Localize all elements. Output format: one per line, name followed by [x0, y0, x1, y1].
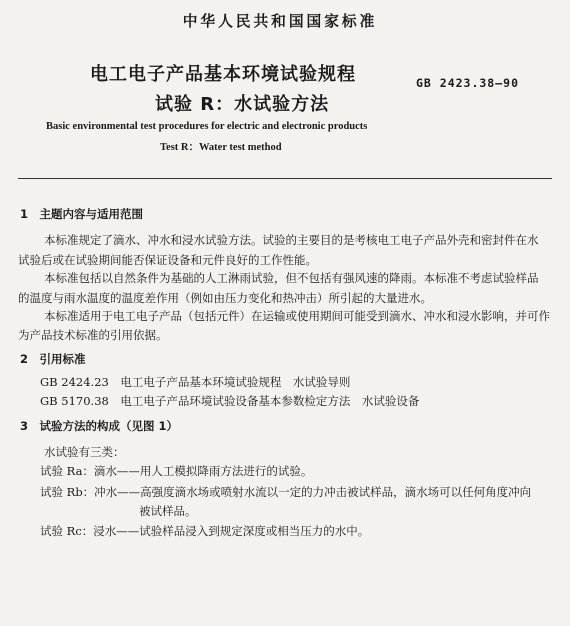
test-ra-definition: 试验 Ra：滴水——用人工模拟降雨方法进行的试验。: [40, 464, 313, 478]
test-rc-definition: 试验 Rc：浸水——试验样品浸入到规定深度或相当压力的水中。: [40, 524, 370, 538]
english-title-line-1: Basic environmental test procedures for electric and electronic products: [46, 121, 368, 132]
standard-number: GB 2423.38—90: [416, 76, 520, 90]
section-1-para-1-line-2: 试验后或在试验期间能否保证设备和元件良好的工作性能。: [18, 253, 317, 267]
national-standard-heading: 中华人民共和国国家标准: [182, 12, 378, 30]
section-1-para-3-line-1: 本标准适用于电工电子产品（包括元件）在运输或使用期间可能受到滴水、冲水和浸水影响，并可作: [44, 309, 550, 323]
english-title-line-2: Test R：Water test method: [160, 142, 282, 153]
section-2-heading: 2 引用标准: [20, 352, 86, 366]
section-1-para-1-line-1: 本标准规定了滴水、冲水和浸水试验方法。试验的主要目的是考核电工电子产品外壳和密封件在水: [44, 233, 539, 247]
header-divider: [18, 178, 552, 179]
document-title-line-2: 试验 R：水试验方法: [155, 94, 330, 115]
test-rb-definition-line-1: 试验 Rb：冲水——高强度滴水场或喷射水流以一定的力冲击被试样品，滴水场可以任何角度冲向: [40, 485, 532, 499]
document-title-line-1: 电工电子产品基本环境试验规程: [90, 64, 356, 85]
test-types-intro: 水试验有三类：: [44, 445, 125, 459]
section-1-para-2-line-2: 的温度与雨水温度的温度差作用（例如由压力变化和热冲击）所引起的大量进水。: [18, 291, 432, 305]
section-1-para-2-line-1: 本标准包括以自然条件为基础的人工淋雨试验，但不包括有强风速的降雨。本标准不考虑试验样品: [44, 271, 539, 285]
section-1-para-3-line-2: 为产品技术标准的引用依据。: [18, 328, 168, 342]
reference-gb-2424-23: GB 2424.23 电工电子产品基本环境试验规程 水试验导则: [40, 375, 351, 389]
section-1-heading: 1 主题内容与适用范围: [20, 207, 144, 221]
section-3-heading: 3 试验方法的构成（见图 1）: [20, 419, 179, 433]
reference-gb-5170-38: GB 5170.38 电工电子产品环境试验设备基本参数检定方法 水试验设备: [40, 394, 420, 408]
test-rb-definition-line-2: 被试样品。: [139, 504, 197, 518]
